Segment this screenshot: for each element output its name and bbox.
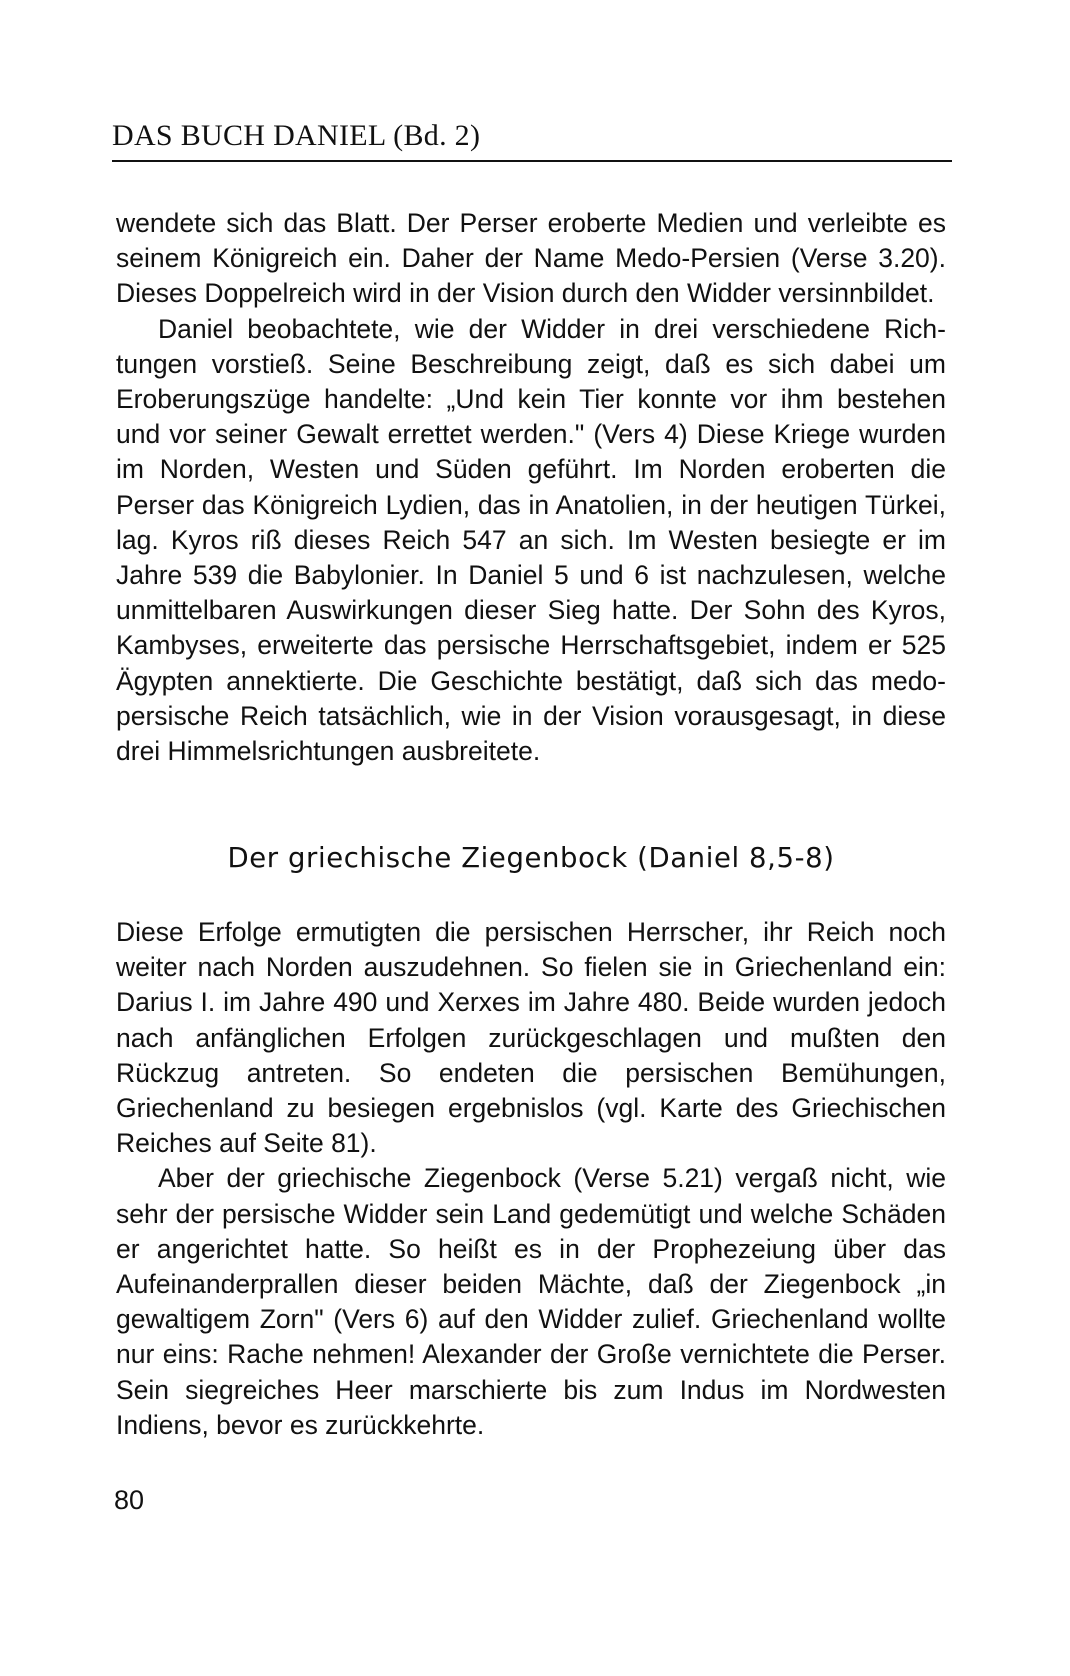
text-block-after-heading (116, 915, 946, 1443)
paragraph: Aber der griechische Ziegenbock (Verse 5.21) vergaß nicht, wie sehr der persische Widder sein Land gedemütigt und welche Schäden er angerichtet hatte. So heißt es in der Prophezeiung über das Aufeinanderprallen dieser beiden Mächte, daß der Ziegenbock „in gewaltigem Zorn" (Vers 6) auf den Widder zulief. Griechenland wollte nur eins: Rache nehmen! Alexander der Große vernichtete die Perser. Sein siegreiches Heer marschierte bis zum Indus im Nordwesten Indiens, bevor es zurückkehrte. (116, 1163, 946, 1440)
paragraph: wendete sich das Blatt. Der Perser eroberte Medien und verleibte es seinem Königreich ein. Daher der Name Medo-Persien (Verse 3.20). Dieses Doppelreich wird in der Vision durch den Widder versinnbildet. (116, 208, 946, 309)
paragraph: Daniel beobachtete, wie der Widder in drei verschiedene Richtungen vorstieß. Seine Beschreibung zeigt, daß es sich dabei um Eroberungszüge handelte: „Und kein Tier konnte vor ihm bestehen und vor seiner Gewalt errettet werden." (Vers 4) Diese Kriege wurden im Norden, Westen und Süden geführt. Im Norden eroberten die Perser das Königreich Lydien, das in Anatolien, in der heutigen Türkei, lag. Kyros riß dieses Reich 547 an sich. Im Westen besiegte er im Jahre 539 die Babylonier. In Daniel 5 und 6 ist nachzulesen, welche unmittelbaren Auswirkungen dieser Sieg hatte. Der Sohn des Kyros, Kambyses, erweiterte das persische Herrschaftsgebiet, indem er 525 Ägypten annektierte. Die Geschichte bestätigt, daß sich das medo-persische Reich tatsächlich, wie in der Vision vorausgesagt, in diese drei Himmelsrichtungen ausbreitete. (116, 313, 946, 767)
section-heading: Der griechische Ziegenbock (Daniel 8,5-8) (227, 842, 835, 874)
text-block-before-heading (116, 206, 946, 769)
paragraph: Diese Erfolge ermutigten die persischen Herrscher, ihr Reich noch weiter nach Norden auszudehnen. So fielen sie in Griechenland ein: Darius I. im Jahre 490 und Xerxes im Jahre 480. Beide wurden jedoch nach anfänglichen Erfolgen zurückgeschlagen und mußten den Rückzug antreten. So endeten die persischen Bemühungen, Griechenland zu besiegen ergebnislos (vgl. Karte des Griechischen Reiches auf Seite 81). (116, 917, 946, 1159)
page-number: 80 (114, 1485, 145, 1515)
header-rule (112, 160, 952, 162)
running-head: DAS BUCH DANIEL (Bd. 2) (112, 119, 481, 152)
